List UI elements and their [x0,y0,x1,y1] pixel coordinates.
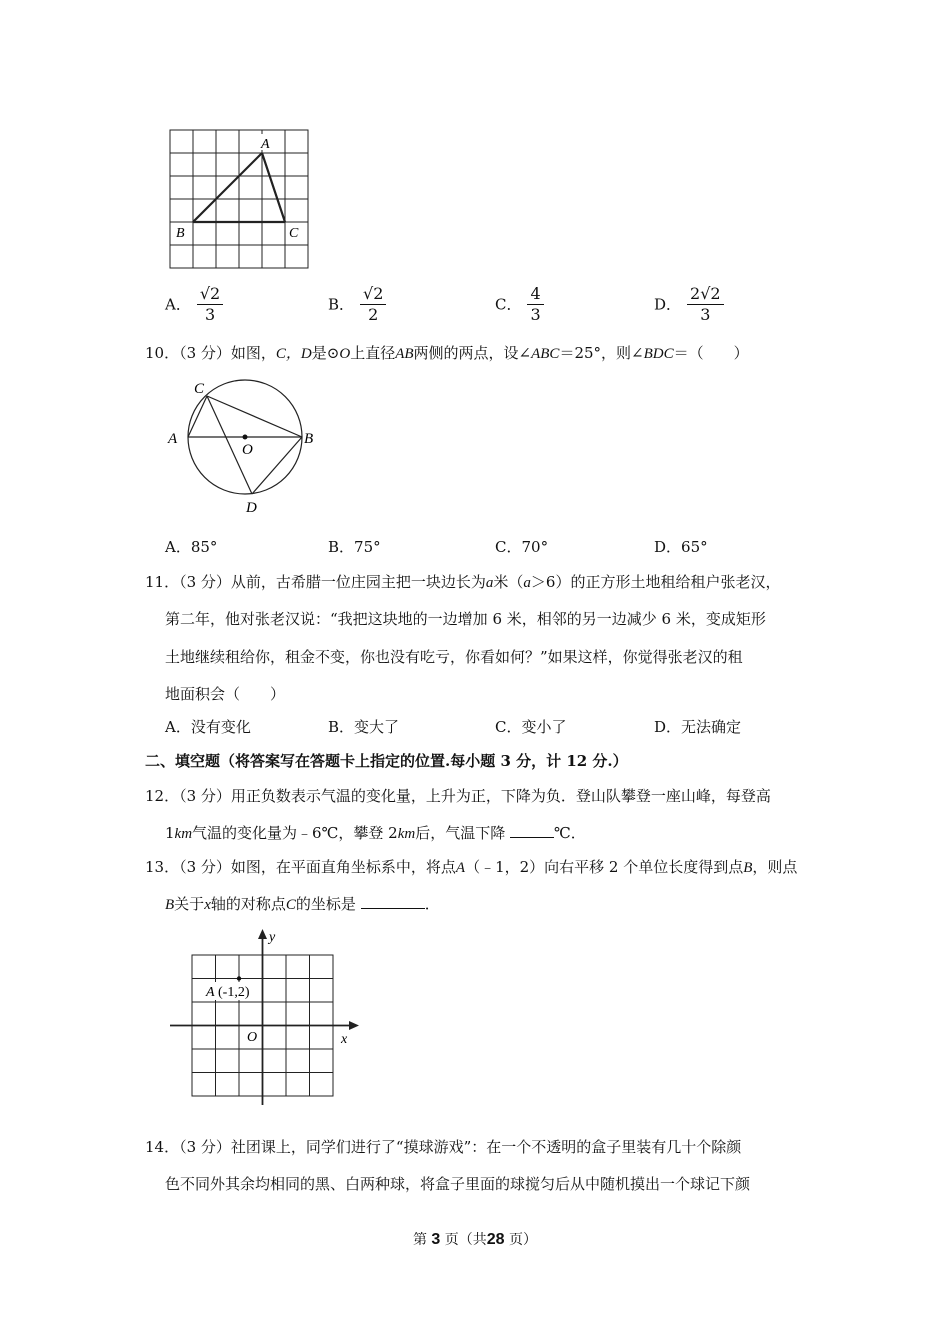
q9-option-c-fraction: $\frac{4}{3}$ [527,284,543,325]
q13-label-a-coord: (-1,2) [218,985,250,1000]
q11-option-a: A．没有变化 [165,718,251,736]
q10-label-o: O [242,442,253,458]
q10-stem: 10．（3 分）如图，C，D是⊙O上直径AB两侧的两点，设∠ABC＝25°，则∠BDC＝（ ） [145,344,749,362]
q9-label-c: C [289,226,299,241]
q9-option-a-fraction: $\frac{√2}{3}$ [197,284,223,325]
q13-line-1: 13．（3 分）如图，在平面直角坐标系中，将点A（﹣1，2）向右平移 2 个单位长度得到点B，则点 [145,858,798,876]
q13-label-o: O [247,1030,258,1045]
q13-label-a: A [206,985,215,1000]
q13-label-x: x [341,1032,348,1047]
q10-label-b: B [304,431,314,447]
q11-option-c: C．变小了 [495,718,567,736]
q9-label-a: A [261,137,270,152]
q10-label-a: A [168,431,178,447]
q11-option-d: D．无法确定 [654,718,742,736]
q11-line-1: 11．（3 分）从前，古希腊一位庄园主把一块边长为a米（a＞6）的正方形土地租给租户张老汉， [145,573,781,591]
q13-coordinate-figure [165,925,365,1107]
q10-circle-figure [160,375,330,520]
page-footer: 第 3 页（共28 页） [412,1231,538,1248]
q13-label-y: y [269,930,276,945]
q13-line-2: B关于x轴的对称点C的坐标是 ． [165,895,440,913]
q9-option-d-fraction: $\frac{2√2}{3}$ [687,284,724,325]
q11-line-4: 地面积会（ ） [165,685,286,703]
q9-label-b: B [176,226,185,241]
q10-option-d: D．65° [654,538,708,556]
q11-option-b: B．变大了 [328,718,400,736]
section-2-title: 二、填空题（将答案写在答题卡上指定的位置.每小题 3 分，计 12 分.） [145,752,628,770]
q9-triangle-figure [160,125,320,275]
q10-label-c: C [194,381,205,397]
q9-option-d: D． $\frac{2√2}{3}$ [654,284,724,325]
q14-line-2: 色不同外其余均相同的黑、白两种球，将盒子里面的球搅匀后从中随机摸出一个球记下颜 [165,1175,751,1193]
q9-option-b-fraction: $\frac{√2}{2}$ [360,284,386,325]
q10-option-b: B．75° [328,538,381,556]
q10-label-d: D [246,500,257,516]
q9-option-a: A． $\frac{√2}{3}$ [165,284,223,325]
q12-answer-blank[interactable] [510,823,554,838]
q12-line-1: 12．（3 分）用正负数表示气温的变化量，上升为正，下降为负．登山队攀登一座山峰，每登高 [145,787,771,805]
q9-option-b: B． $\frac{√2}{2}$ [328,284,386,325]
page-number: 3 [431,1231,441,1248]
q14-line-1: 14．（3 分）社团课上，同学们进行了“摸球游戏”：在一个不透明的盒子里装有几十个除颜 [145,1138,742,1156]
q10-option-a: A．85° [165,538,218,556]
q13-answer-blank[interactable] [361,894,425,909]
q11-line-3: 土地继续租给你，租金不变，你也没有吃亏，你看如何？”如果这样，你觉得张老汉的租 [165,648,743,666]
q12-line-2: 1km气温的变化量为﹣6℃，攀登 2km后，气温下降 ℃． [165,824,586,842]
q11-line-2: 第二年，他对张老汉说：“我把这块地的一边增加 6 米，相邻的另一边减少 6 米，变成矩形 [165,610,766,628]
page-total: 28 [486,1231,505,1248]
q9-option-c: C． $\frac{4}{3}$ [495,284,544,325]
q10-option-c: C．70° [495,538,549,556]
